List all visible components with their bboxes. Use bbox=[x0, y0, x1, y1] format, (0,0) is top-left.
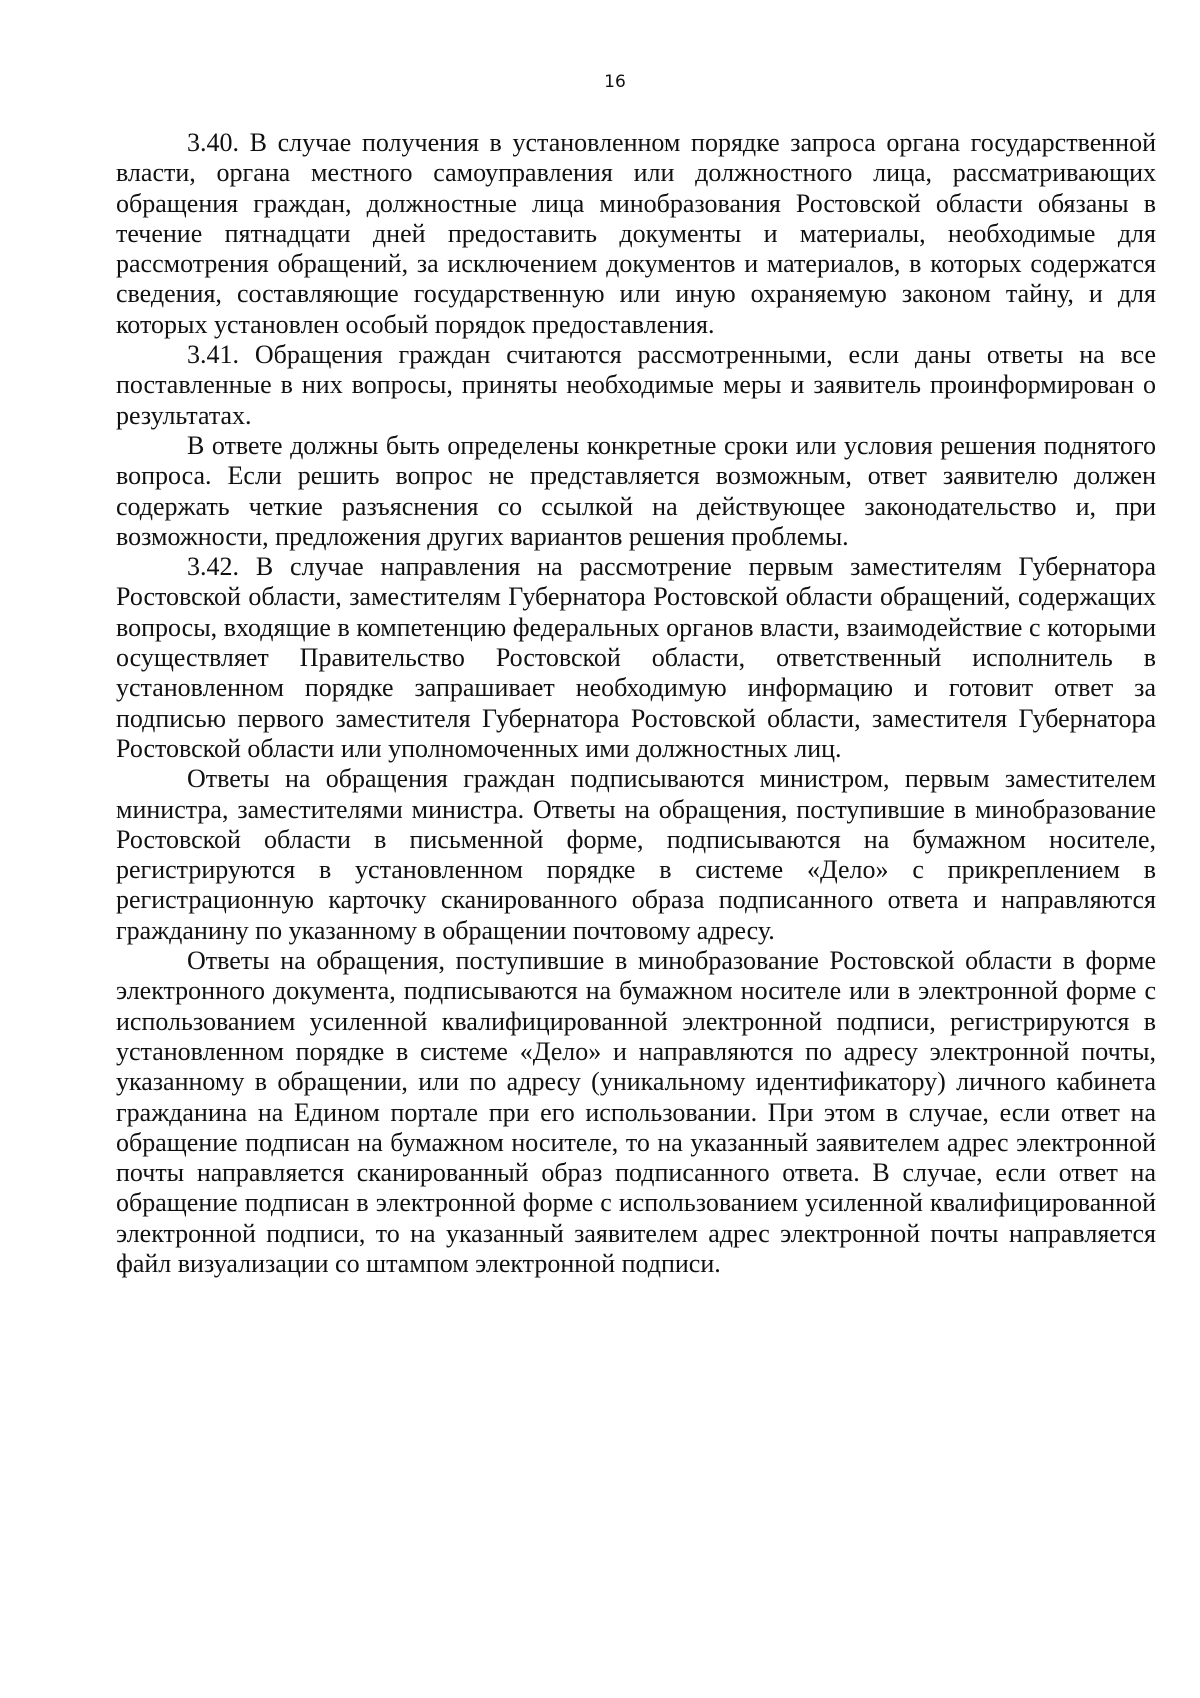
page-number: 16 bbox=[604, 72, 626, 92]
paragraph-3-42: 3.42. В случае направления на рассмотрение первым заместителям Губернатора Ростовской области, заместителям Губернатора Ростовской области обращений, содержащих вопросы, входящие в компетенцию федеральных органов власти, взаимодействие с которыми осуществляет Правительство Ростовской области, ответственный исполнитель в установленном порядке запрашивает необходимую информацию и готовит ответ за подписью первого заместителя Губернатора Ростовской области, заместителя Губернатора Ростовской области или уполномоченных ими должностных лиц. bbox=[116, 552, 1156, 763]
paragraph-electronic-answers: Ответы на обращения, поступившие в минобразование Ростовской области в форме электронного документа, подписываются на бумажном носителе или в электронной форме с использованием усиленной квалифицированной электронной подписи, регистрируются в установленном порядке в системе «Дело» и направляются по адресу электронной почты, указанному в обращении, или по адресу (уникальному идентификатору) личного кабинета гражданина на Едином портале при его использовании. При этом в случае, если ответ на обращение подписан на бумажном носителе, то на указанный заявителем адрес электронной почты направляется сканированный образ подписанного ответа. В случае, если ответ на обращение подписан в электронной форме с использованием усиленной квалифицированной электронной подписи, то на указанный заявителем адрес электронной почты направляется файл визуализации со штампом электронной подписи. bbox=[116, 946, 1156, 1278]
paragraph-answer-requirements: В ответе должны быть определены конкретные сроки или условия решения поднятого вопроса. Если решить вопрос не представляется возможным, ответ заявителю должен содержать четкие разъяснения со ссылкой на действующее законодательство и, при возможности, предложения других вариантов решения проблемы. bbox=[116, 430, 1156, 551]
paragraph-3-40: 3.40. В случае получения в установленном порядке запроса органа государственной власти, органа местного самоуправления или должностного лица, рассматривающих обращения граждан, должностные лица минобразования Ростовской области обязаны в течение пятнадцати дней предоставить документы и материалы, необходимые для рассмотрения обращений, за исключением документов и материалов, в которых содержатся сведения, составляющие государственную или иную охраняемую законом тайну, и для которых установлен особый порядок предоставления. bbox=[116, 128, 1156, 339]
paragraph-3-41: 3.41. Обращения граждан считаются рассмотренными, если даны ответы на все поставленные в них вопросы, приняты необходимые меры и заявитель проинформирован о результатах. bbox=[116, 340, 1156, 430]
paragraph-answer-signing: Ответы на обращения граждан подписываются министром, первым заместителем министра, заместителями министра. Ответы на обращения, поступившие в минобразование Ростовской области в письменной форме, подписываются на бумажном носителе, регистрируются в установленном порядке в системе «Дело» с прикреплением в регистрационную карточку сканированного образа подписанного ответа и направляются гражданину по указанному в обращении почтовому адресу. bbox=[116, 764, 1156, 945]
document-body bbox=[116, 128, 1156, 1279]
